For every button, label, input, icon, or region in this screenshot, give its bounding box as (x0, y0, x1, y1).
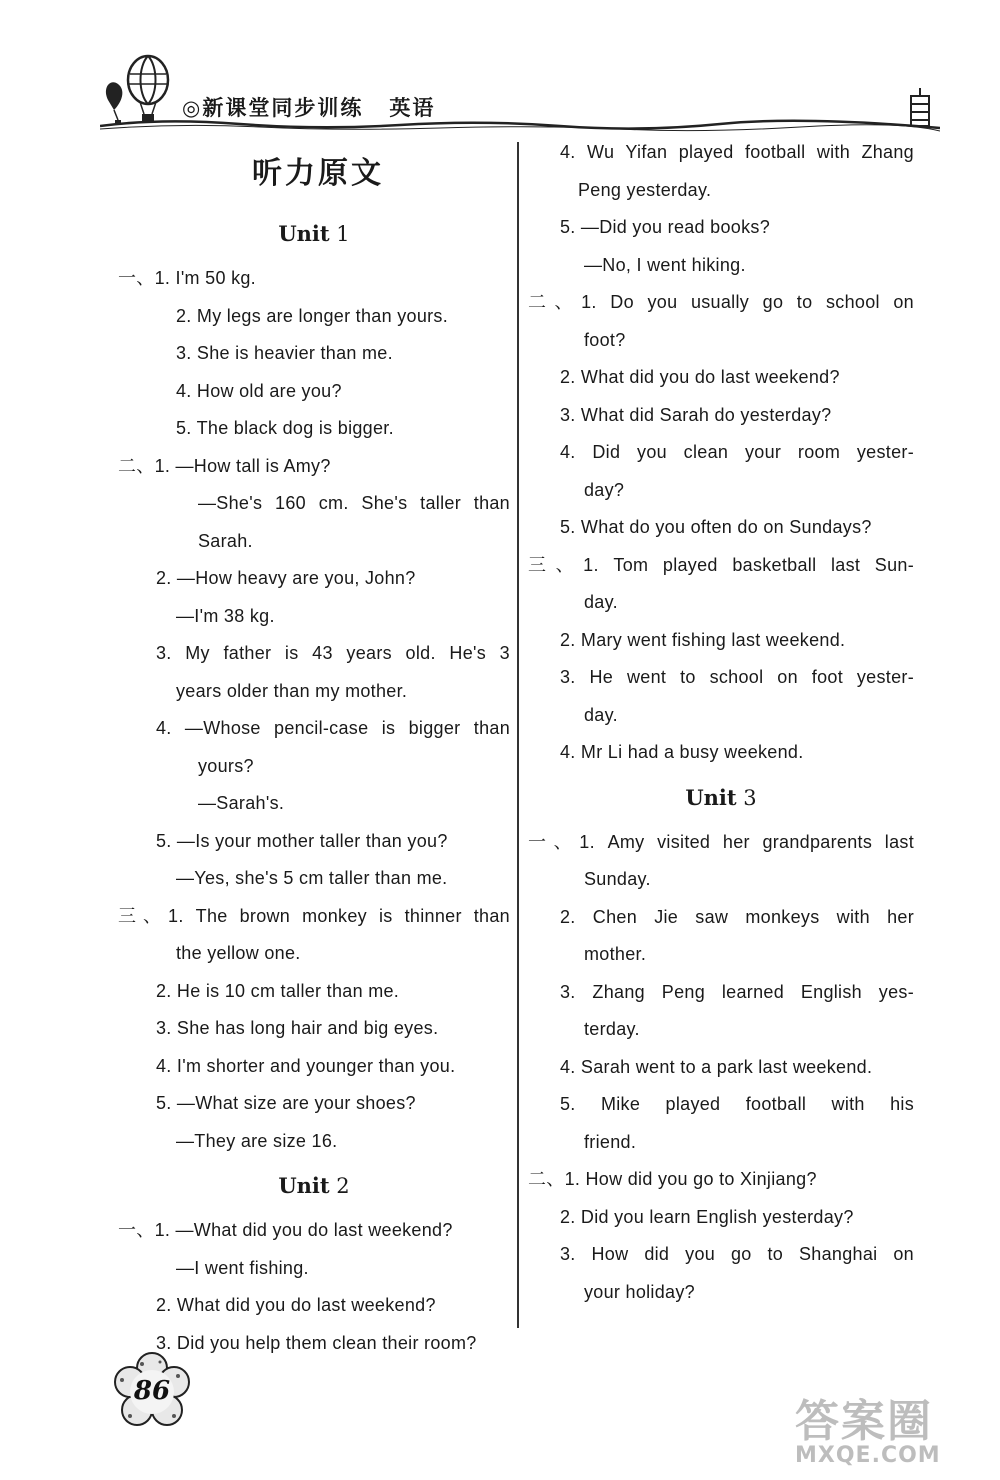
text-line: day. (584, 704, 618, 725)
text-line: 2. Mary went fishing last weekend. (560, 629, 846, 650)
text-line: terday. (584, 1019, 640, 1039)
unit-heading-1 (118, 208, 510, 260)
page-number-badge (112, 1352, 192, 1432)
text-line: 4. I'm shorter and younger than you. (156, 1055, 456, 1076)
text-line: 3. She is heavier than me. (176, 343, 393, 363)
text-line: 5. Mike played football with his (560, 1094, 914, 1114)
text-line: 3. Did you help them clean their room? (156, 1332, 477, 1353)
text-line: 2. Chen Jie saw monkeys with her (560, 906, 914, 927)
text-line: 一、1. —What did you do last weekend? (118, 1220, 453, 1240)
text-line: 2. —How heavy are you, John? (156, 568, 416, 588)
unit-word: Unit (278, 1173, 330, 1198)
text-line: 2. Did you learn English yesterday? (560, 1206, 854, 1227)
text-line: 5. The black dog is bigger. (176, 418, 394, 438)
header-rule-line (100, 114, 940, 134)
text-line: yours? (198, 755, 254, 776)
text-line: day? (584, 479, 625, 500)
column-divider (517, 142, 519, 1328)
unit-number: 2 (336, 1174, 350, 1198)
text-line: —She's 160 cm. She's taller than (198, 493, 510, 513)
watermark (795, 1385, 985, 1470)
unit-heading-2 (118, 1160, 510, 1212)
text-line: 4. Sarah went to a park last weekend. (560, 1056, 873, 1077)
text-line: —Yes, she's 5 cm taller than me. (176, 868, 448, 888)
text-line: 4. Wu Yifan played football with Zhang (560, 142, 914, 162)
text-line: 3. She has long hair and big eyes. (156, 1018, 439, 1038)
text-line: —I went fishing. (176, 1257, 309, 1278)
text-line: friend. (584, 1131, 637, 1152)
text-line: Sunday. (584, 869, 651, 889)
subject-name: 英语 (389, 96, 436, 120)
text-line: 5. —Is your mother taller than you? (156, 830, 448, 851)
text-line: 3. He went to school on foot yester- (560, 667, 914, 687)
text-line: 2. What did you do last weekend? (560, 367, 840, 387)
text-line: Sarah. (198, 530, 253, 551)
left-column (118, 150, 510, 1362)
text-line: 3. What did Sarah do yesterday? (560, 404, 832, 425)
text-line: 4. How old are you? (176, 380, 342, 401)
text-line: 二、1. —How tall is Amy? (118, 455, 331, 476)
text-line: 2. What did you do last weekend? (156, 1295, 436, 1315)
text-line: 2. My legs are longer than yours. (176, 305, 449, 326)
text-line: 3. My father is 43 years old. He's 3 (156, 643, 510, 663)
text-line: 二、1. Do you usually go to school on (528, 292, 914, 312)
text-line: 5. What do you often do on Sundays? (560, 517, 872, 537)
text-line: 5. —What size are your shoes? (156, 1093, 416, 1113)
text-line: 三、1. Tom played basketball last Sun- (528, 554, 914, 575)
text-line: 4. Did you clean your room yester- (560, 442, 914, 462)
text-line: 5. —Did you read books? (560, 217, 771, 237)
unit-word: Unit (278, 221, 330, 246)
text-line: 4. —Whose pencil-case is bigger than (156, 718, 510, 738)
unit-number: 3 (743, 785, 757, 810)
series-name: ◎新课堂同步训练 (182, 96, 364, 120)
text-line: —Sarah's. (198, 793, 285, 813)
text-line: day. (584, 592, 618, 612)
text-line: the yellow one. (176, 943, 301, 963)
text-line: foot? (584, 329, 626, 350)
unit-word: Unit (685, 784, 737, 810)
text-line: 二、1. How did you go to Xinjiang? (528, 1169, 817, 1189)
page-header (0, 0, 1000, 150)
text-line: 三、1. The brown monkey is thinner than (118, 905, 510, 926)
text-line: —They are size 16. (176, 1130, 338, 1151)
text-line: 一、1. Amy visited her grandparents last (528, 831, 914, 852)
page-number: 86 (133, 1376, 171, 1406)
text-line: mother. (584, 944, 647, 964)
right-column (528, 142, 914, 1311)
text-line: —I'm 38 kg. (176, 605, 275, 626)
text-line: —No, I went hiking. (584, 254, 746, 275)
watermark-logo-text: 答案圈 (795, 1396, 933, 1447)
text-line: 4. Mr Li had a busy weekend. (560, 742, 804, 762)
page-title: 听力原文 (252, 156, 384, 191)
text-line: Peng yesterday. (578, 179, 712, 200)
text-line: years older than my mother. (176, 680, 408, 701)
corner-ornament-icon (905, 88, 935, 130)
text-line: 3. How did you go to Shanghai on (560, 1244, 914, 1264)
unit-number: 1 (336, 222, 350, 246)
text-line: 3. Zhang Peng learned English yes- (560, 981, 914, 1002)
text-line: your holiday? (584, 1281, 695, 1302)
text-line: 2. He is 10 cm taller than me. (156, 980, 400, 1001)
text-line: 一、1. I'm 50 kg. (118, 268, 256, 288)
unit-heading-3 (528, 772, 914, 824)
watermark-url: MXQE.COM (795, 1443, 941, 1468)
